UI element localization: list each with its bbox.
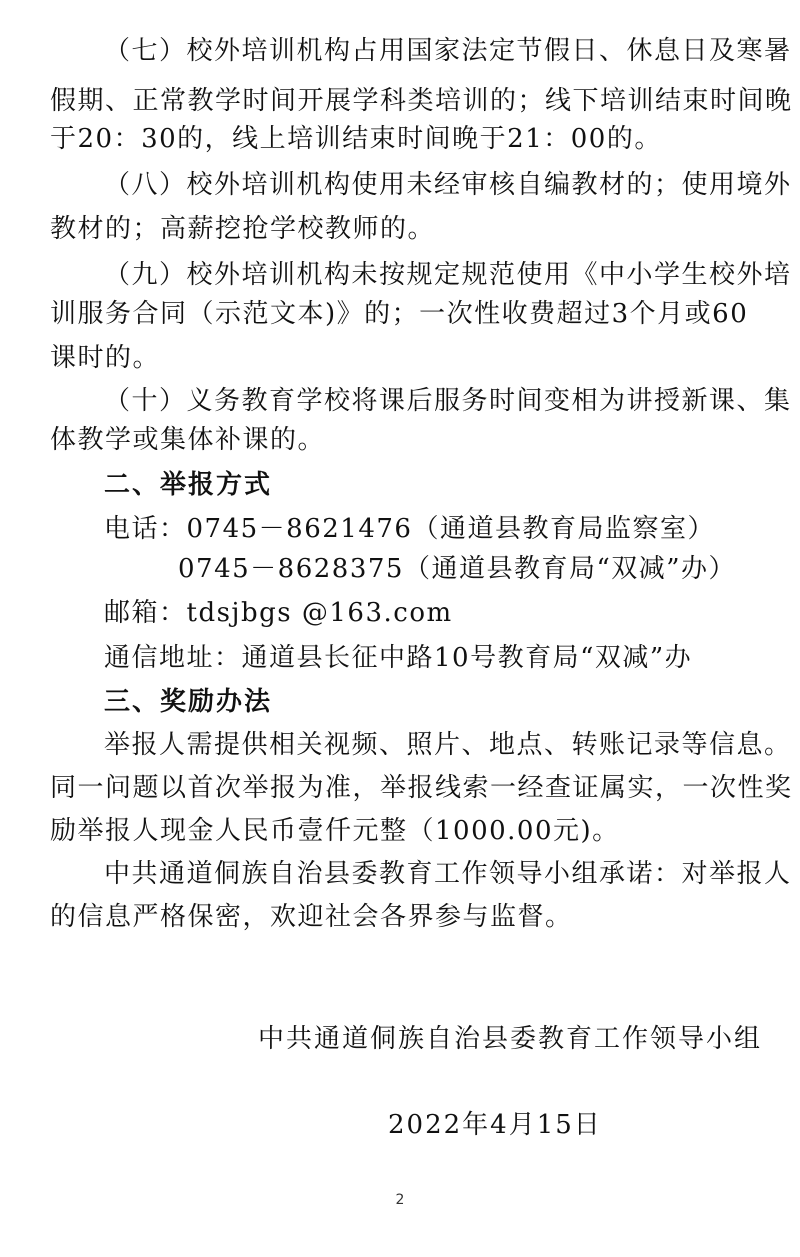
reward-line-3: 励举报人现金人民币壹仟元整（1000.00元)。 (50, 816, 620, 846)
para-10-line-2: 体教学或集体补课的。 (50, 425, 326, 455)
section-3-heading: 三、奖励办法 (104, 687, 273, 717)
phone-line-2: 0745－8628375（通道县教育局“双减”办） (178, 554, 737, 584)
para-7-line-3: 于20：30的，线上培训结束时间晚于21：00的。 (50, 124, 662, 154)
reward-line-5: 的信息严格保密，欢迎社会各界参与监督。 (50, 902, 573, 932)
para-8-line-2: 教材的；高薪挖抢学校教师的。 (50, 214, 436, 244)
para-7-line-1: （七）校外培训机构占用国家法定节假日、休息日及寒暑 (104, 36, 792, 66)
para-9-line-3: 课时的。 (50, 343, 161, 373)
para-8-line-1: （八）校外培训机构使用未经审核自编教材的；使用境外 (104, 170, 792, 200)
para-10-line-1: （十）义务教育学校将课后服务时间变相为讲授新课、集 (104, 386, 792, 416)
signature-org: 中共通道侗族自治县委教育工作领导小组 (258, 1024, 763, 1054)
reward-line-1: 举报人需提供相关视频、照片、地点、转账记录等信息。 (104, 730, 792, 760)
email-line: 邮箱：tdsjbgs @163.com (104, 598, 453, 628)
para-7-line-2: 假期、正常教学时间开展学科类培训的；线下培训结束时间晚 (50, 86, 793, 116)
para-9-line-1: （九）校外培训机构未按规定规范使用《中小学生校外培 (104, 260, 792, 290)
signature-date: 2022年4月15日 (388, 1110, 602, 1140)
para-9-line-2: 训服务合同（示范文本)》的；一次性收费超过3个月或60 (50, 299, 749, 329)
reward-line-4: 中共通道侗族自治县委教育工作领导小组承诺：对举报人 (104, 859, 792, 889)
phone-line-1: 电话：0745－8621476（通道县教育局监察室） (104, 514, 715, 544)
reward-line-2: 同一问题以首次举报为准，举报线索一经查证属实，一次性奖 (50, 773, 793, 803)
section-2-heading: 二、举报方式 (104, 470, 273, 500)
page-number: 2 (395, 1192, 405, 1208)
address-line: 通信地址：通道县长征中路10号教育局“双减”办 (104, 643, 693, 673)
